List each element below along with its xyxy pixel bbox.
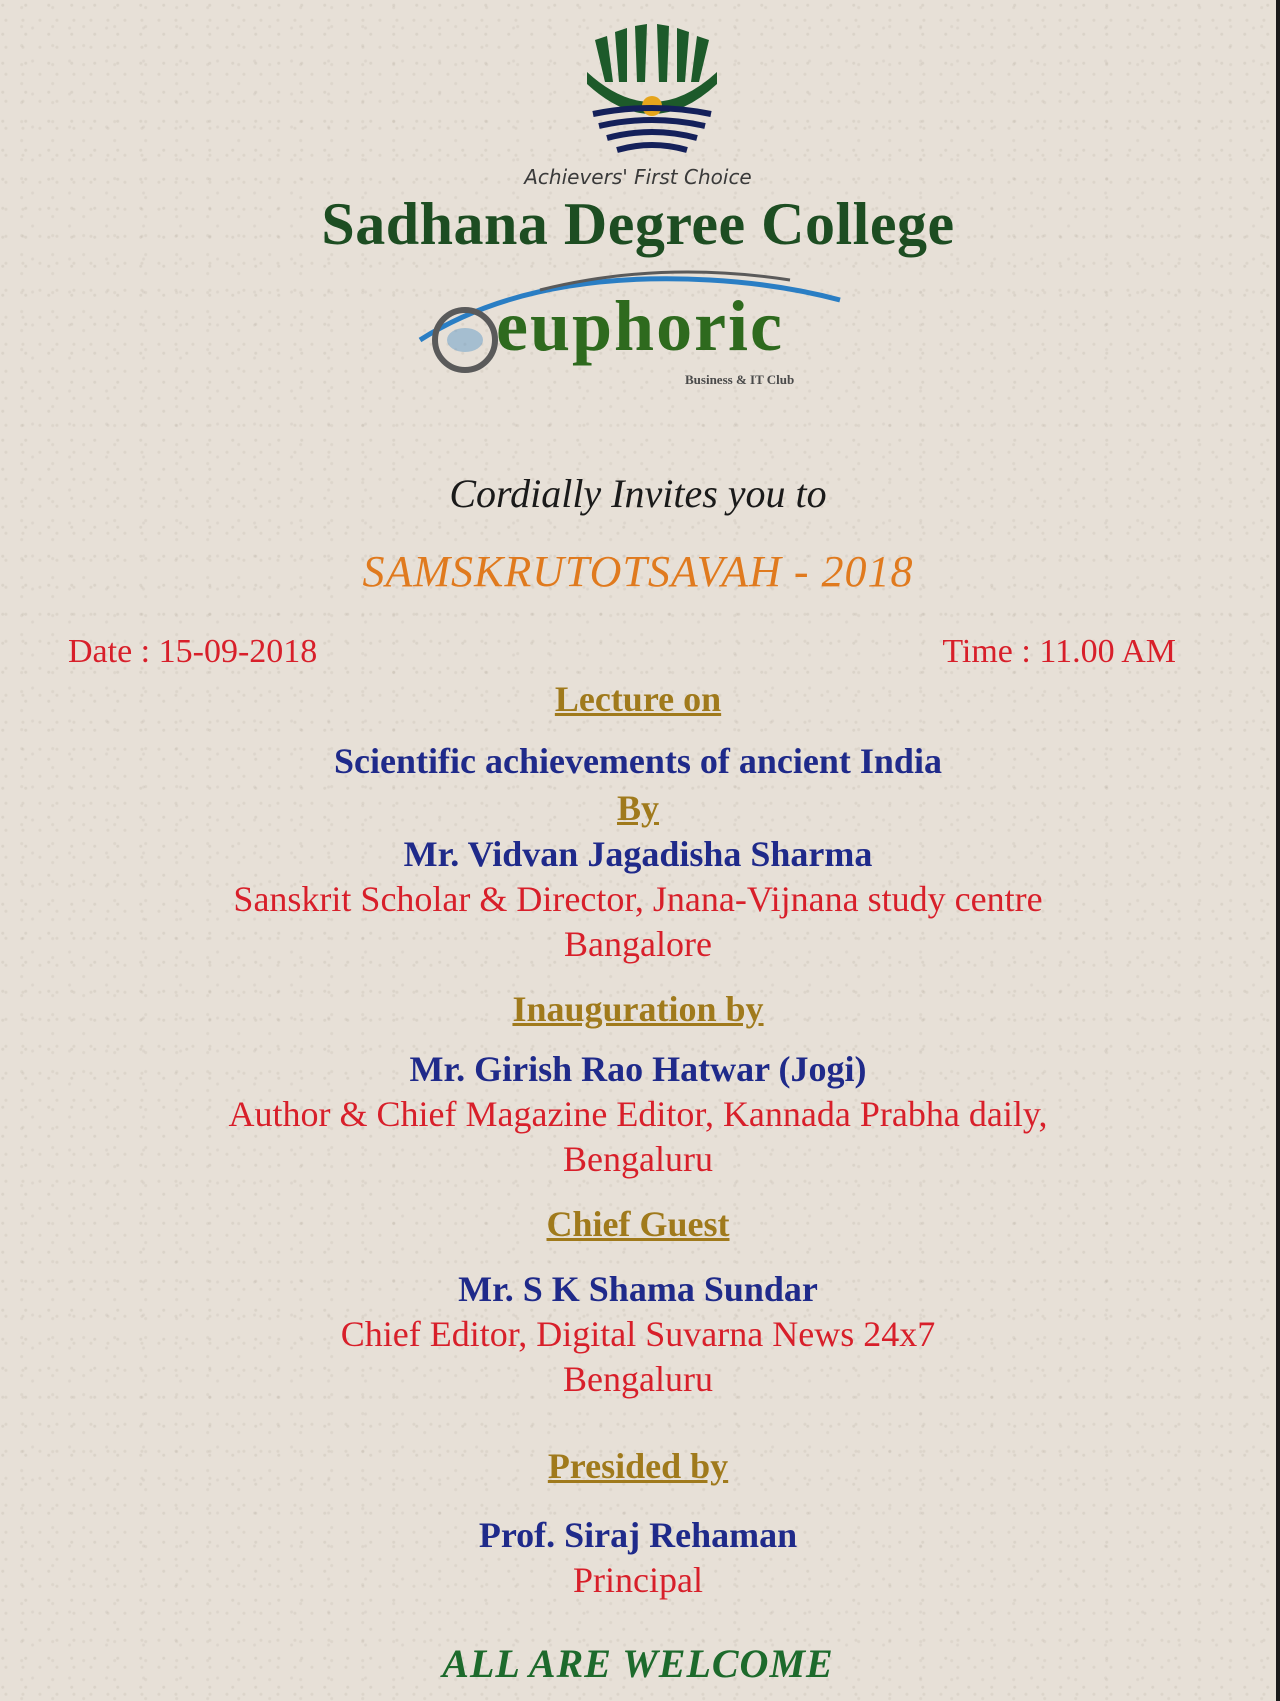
inauguration-heading: Inauguration by xyxy=(512,989,764,1029)
college-name: Sadhana Degree College xyxy=(321,191,955,257)
chief-guest-heading: Chief Guest xyxy=(546,1204,730,1244)
club-name: euphoric xyxy=(496,286,785,366)
invitation-text: Cordially Invites you to xyxy=(449,471,827,516)
club-subtitle: Business & IT Club xyxy=(685,372,795,387)
closing-welcome: ALL ARE WELCOME xyxy=(442,1641,834,1686)
inaugurator-city: Bengaluru xyxy=(563,1139,713,1179)
presider-name: Prof. Siraj Rehaman xyxy=(478,1515,798,1555)
speaker-name: Mr. Vidvan Jagadisha Sharma xyxy=(403,834,873,874)
speaker-city: Bangalore xyxy=(564,924,712,964)
inaugurator-name: Mr. Girish Rao Hatwar (Jogi) xyxy=(409,1049,867,1089)
presider-designation: Principal xyxy=(573,1560,703,1600)
speaker-designation: Sanskrit Scholar & Director, Jnana-Vijnana study centre xyxy=(233,879,1043,919)
lecture-heading: Lecture on xyxy=(554,679,722,719)
chief-guest-name: Mr. S K Shama Sundar xyxy=(458,1269,818,1309)
event-time: Time : 11.00 AM xyxy=(942,633,1176,670)
presided-heading: Presided by xyxy=(547,1446,729,1486)
inaugurator-designation: Author & Chief Magazine Editor, Kannada Prabha daily, xyxy=(228,1094,1048,1134)
club-logo xyxy=(410,260,870,400)
lecture-topic: Scientific achievements of ancient India xyxy=(334,741,942,781)
college-logo-icon xyxy=(585,22,719,162)
by-label: By xyxy=(616,788,659,828)
event-date: Date : 15-09-2018 xyxy=(68,633,318,670)
chief-guest-city: Bengaluru xyxy=(563,1359,713,1399)
event-title: SAMSKRUTOTSAVAH - 2018 xyxy=(362,547,914,596)
chief-guest-designation: Chief Editor, Digital Suvarna News 24x7 xyxy=(340,1314,936,1354)
college-tagline: Achievers' First Choice xyxy=(524,165,752,189)
